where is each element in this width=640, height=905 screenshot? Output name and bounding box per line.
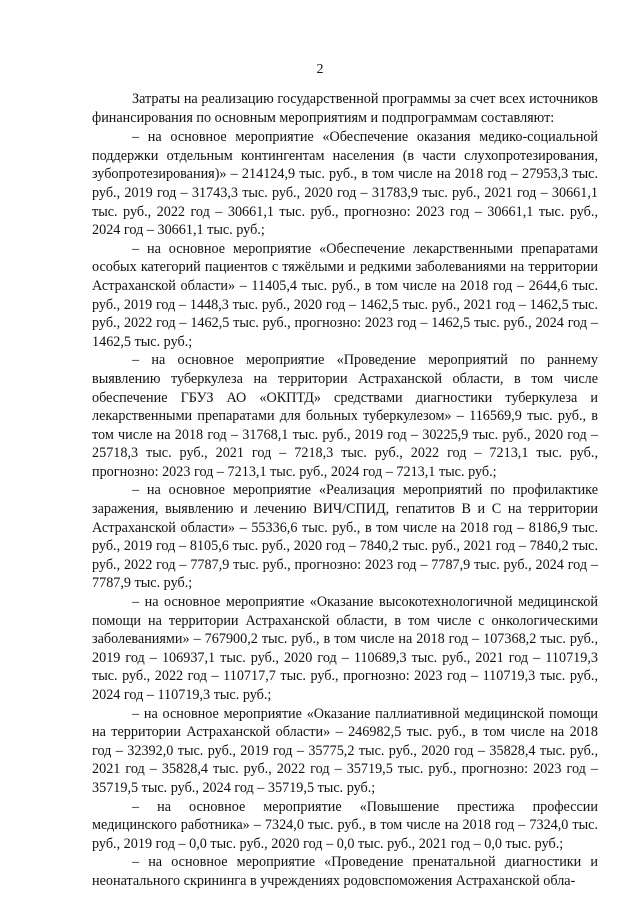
item-paragraph: – на основное мероприятие «Обеспечение оказания медико-социальной поддержки отдельным контингентам населения (в части слухопротезирования, зубопротезирования)» – 214124,9 тыс. руб., в том числе на 2018 год – 27953,3 тыс. руб., 2019 год – 31743,3 тыс. руб., 2020 год – 31783,9 тыс. руб., 2021 год – 30661,1 тыс. руб., 2022 год – 30661,1 тыс. руб., прогнозно: 2023 год – 30661,1 тыс. руб., 2024 год – 30661,1 тыс. руб.; [92,129,598,239]
item-paragraph: – на основное мероприятие «Обеспечение лекарственными препаратами особых категорий пациентов с тяжёлыми и редкими заболеваниями на территории Астраханской области» – 11405,4 тыс. руб., в том числе на 2018 год – 2644,6 тыс. руб., 2019 год – 1448,3 тыс. руб., 2020 год – 1462,5 тыс. руб., 2021 год – 1462,5 тыс. руб., 2022 год – 1462,5 тыс. руб., прогнозно: 2023 год – 1462,5 тыс. руб., 2024 год – 1462,5 тыс. руб.; [92,240,598,350]
intro-paragraph: Затраты на реализацию государственной программы за счет всех источников финансирования по основным мероприятиям и подпрограммам составляют: [92,91,598,126]
item-paragraph: – на основное мероприятие «Оказание паллиативной медицинской помощи на территории Астраханской области» – 246982,5 тыс. руб., в том числе на 2018 год – 32392,0 тыс. руб., 2019 год – 35775,2 тыс. руб., 2020 год – 35828,4 тыс. руб., 2021 год – 35828,4 тыс. руб., 2022 год – 35719,5 тыс. руб., прогнозно: 2023 год – 35719,5 тыс. руб., 2024 год – 35719,5 тыс. руб.; [92,705,598,796]
item-paragraph: – на основное мероприятие «Проведение пренатальной диагностики и неонатального скрининга в учреждениях родовспоможения Астраханской обла- [92,854,598,889]
item-paragraph: – на основное мероприятие «Повышение престижа профессии медицинского работника» – 7324,0 тыс. руб., в том числе на 2018 год – 7324,0 тыс. руб., 2019 год – 0,0 тыс. руб., 2020 год – 0,0 тыс. руб., 2021 год – 0,0 тыс. руб.; [92,798,598,852]
item-paragraph: – на основное мероприятие «Реализация мероприятий по профилактике заражения, выявлению и лечению ВИЧ/СПИД, гепатитов В и С на территории Астраханской области» – 55336,6 тыс. руб., в том числе на 2018 год – 8186,9 тыс. руб., 2019 год – 8105,6 тыс. руб., 2020 год – 7840,2 тыс. руб., 2021 год – 7840,2 тыс. руб., 2022 год – 7787,9 тыс. руб., прогнозно: 2023 год – 7787,9 тыс. руб., 2024 год – 7787,9 тыс. руб.; [92,482,598,592]
item-paragraph: – на основное мероприятие «Оказание высокотехнологичной медицинской помощи на территории Астраханской области, в том числе с онкологическими заболеваниями» – 767900,2 тыс. руб., в том числе на 2018 год – 107368,2 тыс. руб., 2019 год – 106937,1 тыс. руб., 2020 год – 110689,3 тыс. руб., 2021 год – 110719,3 тыс. руб., 2022 год – 110717,7 тыс. руб., прогнозно: 2023 год – 110719,3 тыс. руб., 2024 год – 110719,3 тыс. руб.; [92,594,598,703]
page-number: 2 [316,62,324,77]
document-body [92,90,598,891]
item-paragraph: – на основное мероприятие «Проведение мероприятий по раннему выявлению туберкулеза на территории Астраханской области, в том числе обеспечение ГБУЗ АО «ОКПТД» средствами диагностики туберкулеза и лекарственными препаратами для больных туберкулезом» – 116569,9 тыс. руб., в том числе на 2018 год – 31768,1 тыс. руб., 2019 год – 30225,9 тыс. руб., 2020 год – 25718,3 тыс. руб., 2021 год – 7218,3 тыс. руб., 2022 год – 7213,1 тыс. руб., прогнозно: 2023 год – 7213,1 тыс. руб., 2024 год – 7213,1 тыс. руб.; [92,352,598,480]
